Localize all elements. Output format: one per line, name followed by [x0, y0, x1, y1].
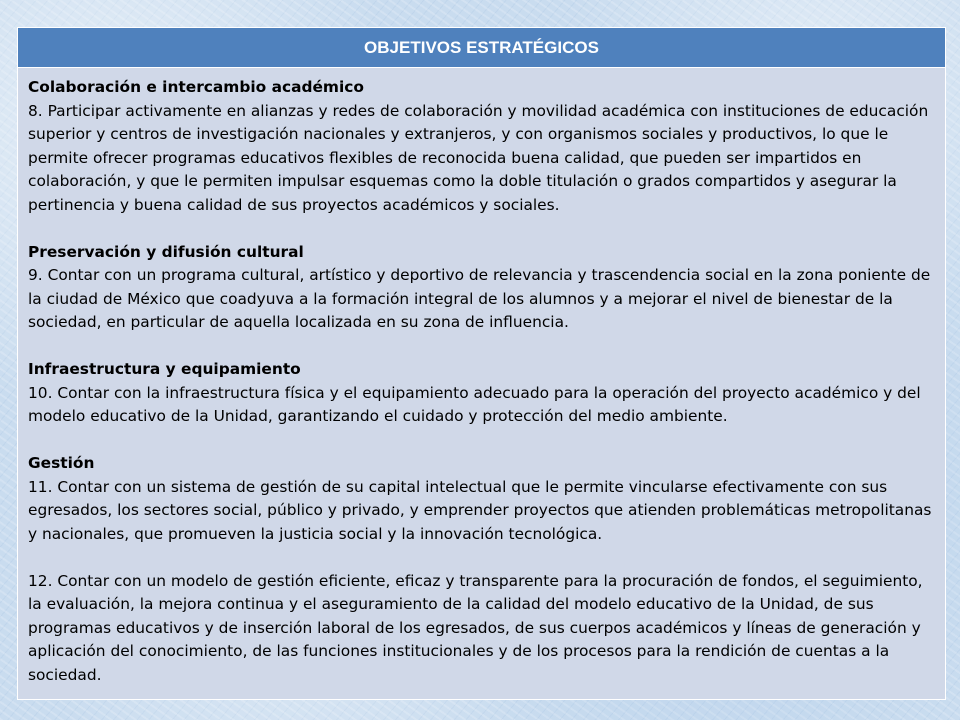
table-header-title: OBJETIVOS ESTRATÉGICOS [364, 37, 599, 57]
section-text: 12. Contar con un modelo de gestión eficiente, eficaz y transparente para la procuración de fondos, el seguimiento, la evaluación, la mejora continua y el aseguramiento de la calidad del modelo educativo de la Unidad, de sus programas educativos y de inserción laboral de los egresados, de sus cuerpos académicos y líneas de generación y aplicación del conocimiento, de las funciones institucionales y de los procesos para la rendición de cuentas a la sociedad. [28, 571, 923, 684]
section-title: Colaboración e intercambio académico [28, 78, 364, 96]
section-gestion-12 [28, 570, 935, 688]
table-header [18, 28, 945, 68]
section-gestion [28, 452, 935, 546]
table-body [18, 68, 945, 687]
section-text: 8. Participar activamente en alianzas y redes de colaboración y movilidad académica con instituciones de educación superior y centros de investigación nacionales y extranjeros, y con organismos sociales y productivos, lo que le permite ofrecer programas educativos flexibles de reconocida buena calidad, que pueden ser impartidos en colaboración, y que le permiten impulsar esquemas como la doble titulación o grados compartidos y asegurar la pertinencia y buena calidad de sus proyectos académicos y sociales. [28, 101, 929, 214]
section-text: 9. Contar con un programa cultural, artístico y deportivo de relevancia y trascendencia social en la zona poniente de la ciudad de México que coadyuva a la formación integral de los alumnos y a mejorar el nivel de bienestar de la sociedad, en particular de aquella localizada en su zona de influencia. [28, 266, 931, 331]
section-title: Preservación y difusión cultural [28, 242, 304, 261]
section-title: Gestión [28, 454, 95, 472]
section-preservacion [28, 241, 935, 335]
section-colaboracion [28, 76, 935, 217]
objectives-table [17, 27, 946, 700]
section-text: 11. Contar con un sistema de gestión de su capital intelectual que le permite vincularse efectivamente con sus egresados, los sectores social, público y privado, y emprender proyectos que atienden problemáticas metropolitanas y nacionales, que promueven la justicia social y la innovación tecnológica. [28, 477, 932, 543]
section-title: Infraestructura y equipamiento [28, 360, 301, 378]
section-infraestructura [28, 358, 935, 429]
section-text: 10. Contar con la infraestructura física y el equipamiento adecuado para la operación del proyecto académico y del modelo educativo de la Unidad, garantizando el cuidado y protección del medio ambiente. [28, 383, 921, 425]
